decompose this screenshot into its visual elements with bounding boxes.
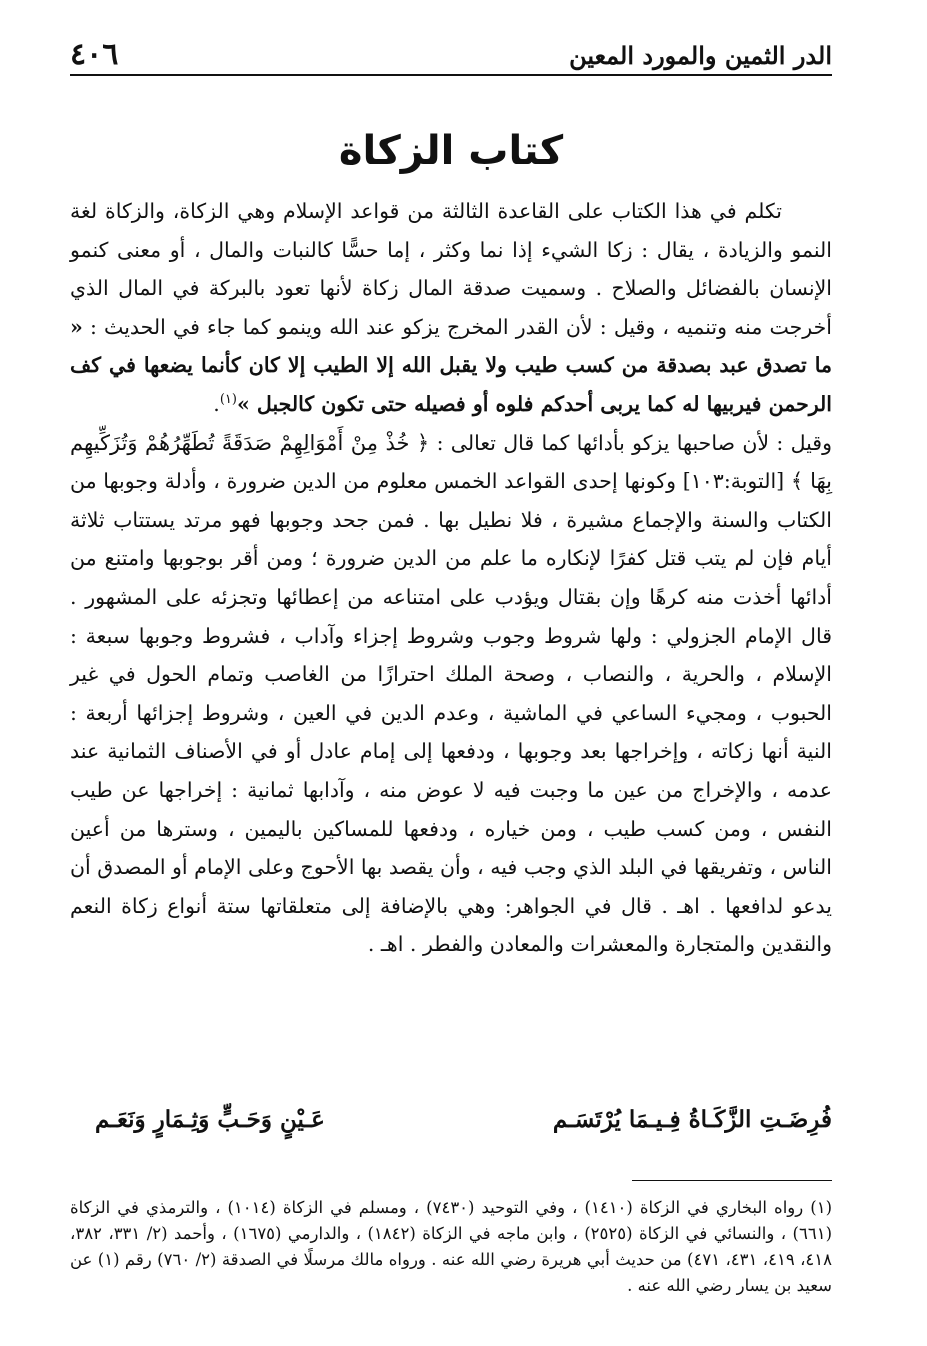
footnote-divider [632, 1180, 832, 1181]
intro-end: . [213, 391, 220, 416]
poem-hemistich-right: فُرِضَـتِ الزَّكَـاةُ فِـيـمَا يُرْتَسَـم [552, 1106, 832, 1133]
poem-verse [95, 1106, 832, 1133]
footnotes [70, 1195, 832, 1299]
chapter-title: كتاب الزكاة [338, 128, 564, 174]
hadith-quote: « ما تصدق عبد بصدقة من كسب طيب ولا يقبل الله إلا الطيب إلا كان كأنما يضعها في كف الرحمن فيربيها له كما يربى أحدكم فلوه أو فصيله حتى تكون كالجبل » [70, 314, 832, 416]
main-text [70, 192, 832, 964]
paragraph-verse [70, 424, 832, 964]
footnote-reference[interactable]: (١) [219, 392, 237, 408]
intro-text: تكلم في هذا الكتاب على القاعدة الثالثة من قواعد الإسلام وهي الزكاة، والزكاة لغة النمو والزيادة ، يقال : زكا الشيء إذا نما وكثر ، إما حسًّا كالنبات والمال ، أو معنى كنمو الإنسان بالفضائل والصلاح . وسميت صدقة المال زكاة لأنها تعود بالبركة في المال الذي أخرجت منه وتنميه ، وقيل : لأن القدر المخرج يزكو عند الله وينمو كما جاء في الحديث : [70, 199, 832, 339]
poem-hemistich-left: عَـيْنٍ وَحَـبٍّ وَثِـمَارٍ وَنَعَـم [95, 1106, 325, 1133]
footnote-1: (١) رواه البخاري في الزكاة (١٤١٠) ، وفي التوحيد (٧٤٣٠) ، ومسلم في الزكاة (١٠١٤) ، والترمذي في الزكاة (٦٦١) ، والنسائي في الزكاة (٢٥٢٥) ، وابن ماجه في الزكاة (١٨٤٢) ، والدارمي (١٦٧٥) ، وأحمد (٢/ ٣٣١، ٣٨٢، ٤١٨، ٤١٩، ٤٣١، ٤٧١) من حديث أبي هريرة رضي الله عنه . ورواه مالك مرسلًا في الصدقة (٢/ ٧٦٠) رقم (١) عن سعيد بن يسار رضي الله عنه . [70, 1198, 833, 1295]
quran-verse: ﴿ خُذْ مِنْ أَمْوَالِهِمْ صَدَقَةً تُطَهِّرُهُمْ وَتُزَكِّيهِم بِهَا ﴾ [70, 430, 832, 494]
conditions-text: وكونها إحدى القواعد الخمس معلوم من الدين ضرورة ، وأدلة وجوبها من الكتاب والسنة والإجماع مشيرة ، فلا نطيل بها . فمن جحد وجوبها فهو مرتد يستتاب ثلاثة أيام فإن لم يتب قتل كفرًا لإنكاره ما علم من الدين ضرورة ؛ ومن أقر بوجوبها وامتنع من أدائها أخذت منه كرهًا وإن بقتال ويؤدب على امتناعه من إعطائها وتجزئه على المشهور . قال الإمام الجزولي : ولها شروط وجوب وشروط إجزاء وآداب ، فشروط وجوبها سبعة : الإسلام ، والحرية ، والنصاب ، وصحة الملك احترازًا من الغاصب وتمام الحول في غير الحبوب ، ومجيء الساعي في الماشية ، وعدم الدين في العين ، وشروط إجزائها أربعة : النية أنها زكاته ، وإخراجها بعد وجوبها ، ودفعها إلى إمام عادل أو في الأصناف الثمانية عند عدمه ، والإخراج من عين ما وجبت فيه لا عوض منه ، وآدابها ثمانية : إخراجها عن طيب النفس ، ومن كسب طيب ، ومن خياره ، ودفعها للمساكين باليمين ، وسترها من أعين الناس ، وتفريقها في البلد الذي وجب فيه ، وأن يقصد بها الأحوج وعلى الإمام أو المصدق أن يدعو لدافعها . اهـ . قال في الجواهر: وهي بالإضافة إلى متعلقاتها ستة أنواع زكاة النعم والنقدين والمتجارة والمعشرات والمعادن والفطر . اهـ . [70, 469, 832, 957]
paragraph-intro [70, 192, 832, 424]
verse-lead: وقيل : لأن صاحبها يزكو بأدائها كما قال تعالى : [436, 430, 832, 455]
page-number: ٤٠٦ [70, 37, 119, 72]
page-header [70, 30, 832, 76]
verse-citation: [التوبة:١٠٣] [682, 469, 785, 494]
running-title: الدر الثمين والمورد المعين [569, 41, 832, 70]
